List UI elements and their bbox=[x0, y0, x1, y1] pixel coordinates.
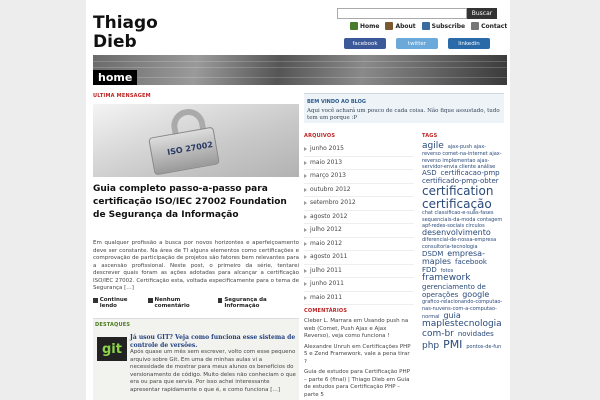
linkedin-label: linkedin bbox=[458, 40, 480, 47]
tags-label: TAGS bbox=[422, 133, 438, 139]
banner-texture bbox=[93, 61, 507, 62]
comments-link[interactable]: Nenhum comentário bbox=[148, 297, 214, 309]
facebook-label: facebook bbox=[352, 40, 378, 47]
twitter-button[interactable] bbox=[396, 38, 438, 49]
tag-link[interactable]: ASD bbox=[422, 169, 437, 178]
git-thumbnail[interactable]: git bbox=[97, 337, 127, 361]
archive-item[interactable]: agosto 2012 bbox=[304, 211, 414, 225]
comment-icon bbox=[148, 298, 153, 303]
post-excerpt: Em qualquer profissão a busca por novos horizontes e aperfeiçoamento deve ser constante. Na área de TI alguns elementos como certificações e comprovação de participação de projetos são fatores bem relevantes para a ascensão profissional. Neste post, o primeiro da série, tentarei descrever quais foram as ações adotadas para alcançar a certificação ISO/IEC 27002. Certificação esta, voltada especificamente para o tema de Segurança […] bbox=[93, 240, 299, 291]
header-banner bbox=[93, 55, 507, 85]
tags-widget bbox=[422, 133, 504, 352]
comment-item[interactable]: Alexandre Unruh em Certificações PHP 5 e Zend Framework, vale a pena tirar ? bbox=[304, 343, 411, 365]
highlight-title[interactable]: Já usou GIT? Veja como funciona esse sistema de controle de versões. bbox=[130, 334, 296, 349]
tag-link[interactable]: certificação bbox=[422, 196, 492, 211]
tag-link[interactable]: diferencial-de-nossa-empresa consultoria-tecnologia bbox=[422, 237, 497, 250]
welcome-title: BEM VINDO AO BLOG bbox=[307, 99, 367, 105]
archive-item[interactable]: julho 2011 bbox=[304, 265, 414, 279]
latest-post-label: ULTIMA MENSAGEM bbox=[93, 93, 151, 99]
archive-item[interactable]: maio 2013 bbox=[304, 157, 414, 171]
archives-label: ARQUIVOS bbox=[304, 133, 336, 139]
site-header bbox=[86, 0, 510, 55]
banner-texture bbox=[93, 67, 507, 68]
tag-link[interactable]: desenvolvimento bbox=[422, 228, 491, 238]
linkedin-button[interactable] bbox=[448, 38, 490, 49]
tag-link[interactable]: google bbox=[462, 289, 490, 299]
archive-list bbox=[304, 143, 414, 305]
comments-widget bbox=[304, 308, 414, 400]
archive-item[interactable]: junho 2011 bbox=[304, 278, 414, 292]
tag-link[interactable]: fotos bbox=[440, 267, 454, 274]
tag-link[interactable]: grafico-relacionando-computao-nas-nuvens-com-a-computao-normal bbox=[422, 299, 503, 320]
tag-link[interactable]: pontos-de-fun bbox=[466, 344, 502, 351]
image-text: ISO 27002 bbox=[166, 140, 214, 157]
contact-icon bbox=[471, 22, 479, 30]
site-title-line2: Dieb bbox=[93, 32, 137, 52]
site-title[interactable] bbox=[93, 14, 158, 52]
comment-item[interactable]: Cleber L. Marrara em Usando push na web (Comet, Push Ajax e Ajax Reverso), veja como funciona ! bbox=[304, 318, 409, 339]
about-icon bbox=[385, 22, 393, 30]
tag-link[interactable]: facebook FDD bbox=[422, 258, 487, 274]
home-icon bbox=[350, 22, 358, 30]
archive-item[interactable]: maio 2011 bbox=[304, 292, 414, 306]
tab-home[interactable]: home bbox=[93, 70, 137, 85]
tag-link[interactable]: empresa-maples bbox=[422, 249, 485, 267]
tag-link[interactable]: novidades bbox=[457, 329, 494, 338]
archive-item[interactable]: maio 2012 bbox=[304, 238, 414, 252]
archive-item[interactable]: outubro 2012 bbox=[304, 184, 414, 198]
search-button[interactable]: Buscar bbox=[467, 8, 497, 19]
tag-link[interactable]: maplestecnologia bbox=[422, 319, 502, 330]
comments-label: COMENTÁRIOS bbox=[304, 308, 348, 314]
tag-link[interactable]: certification bbox=[422, 184, 494, 199]
tag-link[interactable]: agile bbox=[422, 141, 444, 151]
tag-link[interactable]: certificado-pmp-obter bbox=[422, 176, 499, 185]
tag-link[interactable]: com-br bbox=[422, 328, 454, 339]
arrow-icon bbox=[93, 298, 98, 303]
archive-item[interactable]: junho 2015 bbox=[304, 143, 414, 157]
search-input[interactable] bbox=[337, 8, 467, 19]
archive-item[interactable]: setembro 2012 bbox=[304, 197, 414, 211]
comment-item[interactable]: Guia de estudos para Certificação PHP – parte 6 (final) | Thiago Dieb em Guia de estudos para Certificação PHP – parte 5 bbox=[304, 369, 410, 398]
comment-list bbox=[304, 318, 414, 399]
tag-link[interactable]: php bbox=[422, 341, 440, 352]
welcome-text: Aqui você achará um pouco de cada coisa. Não fique assustado, tudo tem um porque :P bbox=[307, 108, 500, 121]
site-title-line1: Thiago bbox=[93, 13, 158, 33]
top-navigation bbox=[350, 22, 507, 30]
tag-link[interactable]: framework bbox=[422, 273, 471, 284]
tag-cloud bbox=[422, 142, 504, 352]
welcome-box bbox=[304, 93, 504, 123]
featured-image[interactable] bbox=[93, 104, 299, 177]
post-meta bbox=[93, 297, 299, 309]
highlights-label: DESTAQUES bbox=[95, 322, 131, 328]
tag-link[interactable]: DSDM bbox=[422, 250, 444, 259]
twitter-label: twitter bbox=[407, 40, 427, 47]
tag-link[interactable]: gerenciamento de operações bbox=[422, 282, 486, 299]
tag-link[interactable]: certificacao-pmp bbox=[440, 169, 500, 178]
archive-item[interactable]: agosto 2011 bbox=[304, 251, 414, 265]
main-content bbox=[93, 93, 299, 393]
page bbox=[86, 0, 510, 400]
post-title[interactable]: Guia completo passo-a-passo para certificação ISO/IEC 27002 Foundation de Segurança da Informação bbox=[93, 184, 287, 220]
folder-icon bbox=[218, 298, 223, 303]
highlights-box bbox=[93, 318, 299, 400]
tag-link[interactable]: ajax-push ajax-reverso comet-na-internet ajax-reverso implementao ajax-servidor-envia cliente análise bbox=[422, 144, 502, 171]
nav-contact[interactable]: Contact bbox=[471, 22, 507, 30]
archives-widget bbox=[304, 133, 414, 305]
rss-icon bbox=[422, 22, 430, 30]
nav-about[interactable]: About bbox=[385, 22, 415, 30]
nav-subscribe[interactable]: Subscribe bbox=[422, 22, 465, 30]
archive-item[interactable]: março 2013 bbox=[304, 170, 414, 184]
highlight-text: Após quase um mês sem escrever, volto com esse pequeno arquivo sobre Git. Em uma de minhas aulas vi a necessidade de mostrar para meus alunos os benefícios do versionamento de código. Muito deles não conheciam o que era ou para que servia. Por isso achei interessante apresentar rapidamente o que é, e como funciona […] bbox=[130, 349, 296, 393]
banner-texture bbox=[93, 77, 507, 78]
tag-link[interactable]: guia bbox=[443, 310, 461, 320]
continue-reading-link[interactable]: Continue lendo bbox=[93, 297, 144, 309]
archive-item[interactable]: julho 2012 bbox=[304, 224, 414, 238]
tag-link[interactable]: chat classificao-e-suas-fases sequenciais-da-moda contagem apf-redes-sociais círculos bbox=[422, 210, 503, 229]
tag-link[interactable]: PMI bbox=[443, 338, 463, 352]
nav-home[interactable]: Home bbox=[350, 22, 379, 30]
facebook-button[interactable] bbox=[344, 38, 386, 49]
category-link[interactable]: Segurança da Informação bbox=[218, 297, 299, 309]
